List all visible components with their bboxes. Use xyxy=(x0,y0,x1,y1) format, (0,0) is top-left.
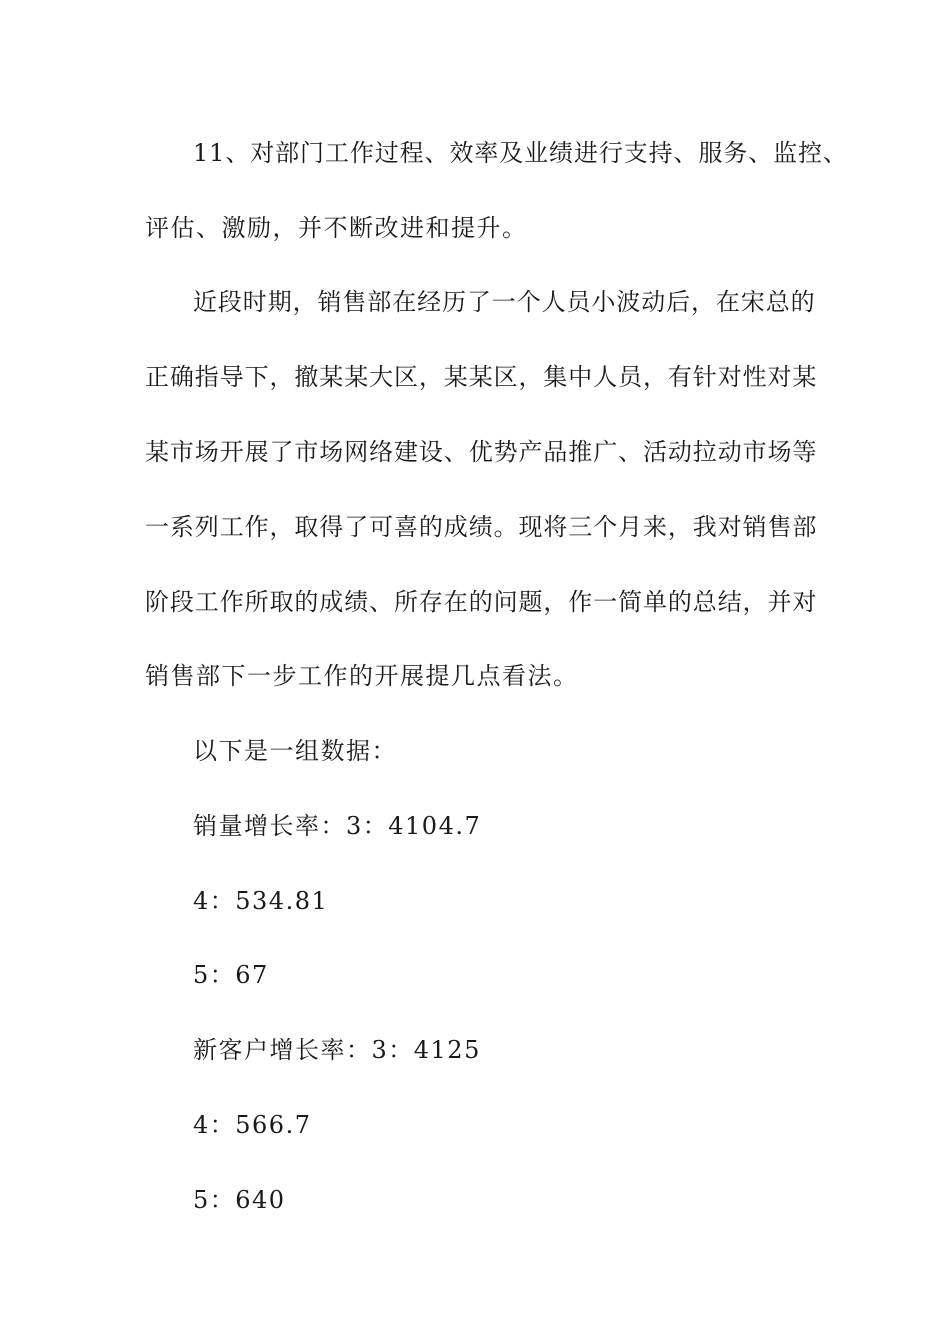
paragraph-line: 某市场开展了市场网络建设、优势产品推广、活动拉动市场等 xyxy=(145,438,818,466)
data-line: 4：566.7 xyxy=(193,1111,312,1139)
data-line: 5：67 xyxy=(193,961,269,989)
data-line: 4：534.81 xyxy=(193,887,329,915)
paragraph-line: 一系列工作，取得了可喜的成绩。现将三个月来，我对销售部 xyxy=(145,513,818,541)
data-line-new-customer-growth: 新客户增长率：3：4125 xyxy=(193,1036,481,1064)
data-line-sales-growth: 销量增长率：3：4104.7 xyxy=(193,812,482,840)
paragraph-line: 正确指导下，撤某某大区，某某区，集中人员，有针对性对某 xyxy=(145,363,818,391)
paragraph-line: 近段时期，销售部在经历了一个人员小波动后，在宋总的 xyxy=(193,288,816,316)
paragraph-line: 评估、激励，并不断改进和提升。 xyxy=(145,214,528,242)
paragraph-line: 销售部下一步工作的开展提几点看法。 xyxy=(145,662,579,690)
paragraph-line: 阶段工作所取的成绩、所存在的问题，作一简单的总结，并对 xyxy=(145,588,818,616)
paragraph-line: 以下是一组数据： xyxy=(193,737,397,765)
paragraph-line: 11、对部门工作过程、效率及业绩进行支持、服务、监控、 xyxy=(193,139,848,167)
data-line: 5：640 xyxy=(193,1186,286,1214)
